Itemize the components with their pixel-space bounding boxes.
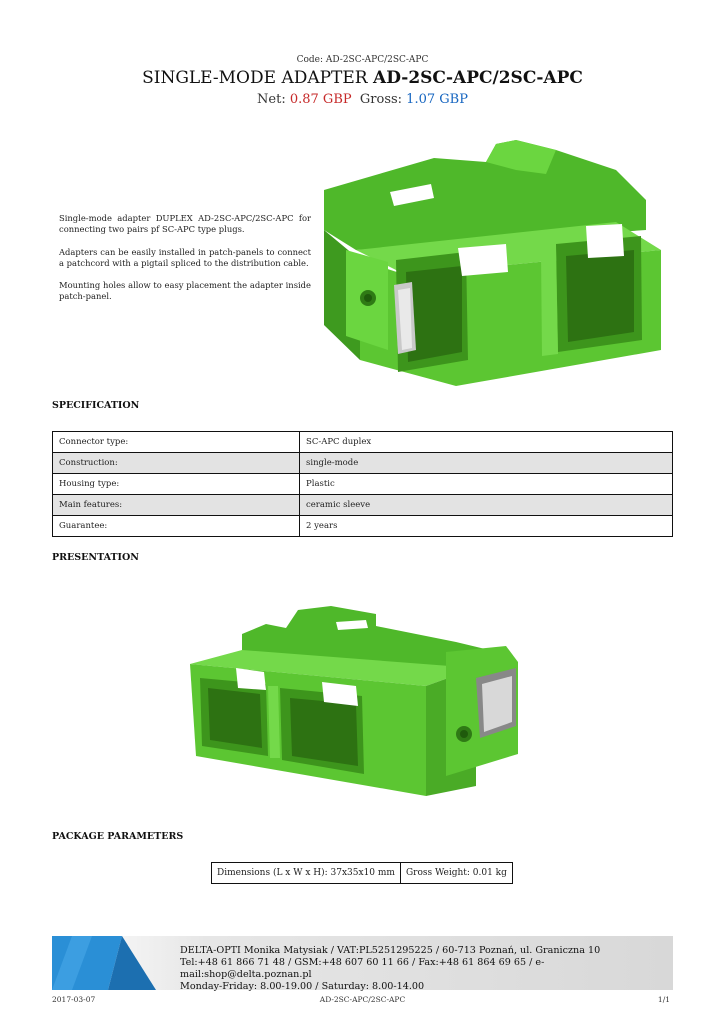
footer-line-2: Tel:+48 61 866 71 48 / GSM:+48 607 60 11 66 / Fax:+48 61 864 69 65 / e-mail:shop@delta.poznan.pl [180, 957, 545, 980]
product-title [0, 68, 725, 88]
description-paragraph-3: Mounting holes allow to easy placement the adapter inside patch-panel. [59, 280, 311, 302]
page-number: 1/1 [657, 995, 670, 1004]
spec-key: Housing type: [53, 474, 300, 495]
spec-key: Connector type: [53, 432, 300, 453]
spec-value: SC-APC duplex [300, 432, 673, 453]
specification-heading: SPECIFICATION [52, 400, 140, 411]
spec-value: single-mode [300, 453, 673, 474]
table-row [53, 516, 673, 537]
table-row [53, 432, 673, 453]
company-logo [52, 936, 162, 990]
package-dimensions: Dimensions (L x W x H): 37x35x10 mm [212, 863, 401, 884]
package-heading: PACKAGE PARAMETERS [52, 831, 184, 842]
footer-line-1: DELTA-OPTI Monika Matysiak / VAT:PL5251295225 / 60-713 Poznań, ul. Graniczna 10 [180, 945, 601, 956]
title-prefix: SINGLE-MODE ADAPTER [142, 68, 374, 88]
spec-value: ceramic sleeve [300, 495, 673, 516]
table-row [212, 863, 513, 884]
spec-value: 2 years [300, 516, 673, 537]
specification-table [52, 431, 673, 537]
spec-key: Main features: [53, 495, 300, 516]
price-line [0, 92, 725, 107]
net-price: 0.87 GBP [289, 92, 352, 107]
spec-value: Plastic [300, 474, 673, 495]
gross-price: 1.07 GBP [406, 92, 468, 107]
footer-contact [180, 945, 673, 993]
footer-line-3: Monday-Friday: 8.00-19.00 / Saturday: 8.00-14.00 [180, 981, 425, 992]
presentation-heading: PRESENTATION [52, 552, 139, 563]
product-image [316, 140, 670, 388]
package-weight: Gross Weight: 0.01 kg [400, 863, 512, 884]
spec-key: Guarantee: [53, 516, 300, 537]
gross-label: Gross: [359, 92, 407, 107]
table-row [53, 453, 673, 474]
title-model: AD-2SC-APC/2SC-APC [373, 68, 583, 88]
bottom-code: AD-2SC-APC/2SC-APC [319, 995, 406, 1004]
package-table [211, 862, 513, 884]
footer-banner [52, 936, 673, 990]
spec-key: Construction: [53, 453, 300, 474]
description-paragraph-1: Single-mode adapter DUPLEX AD-2SC-APC/2SC-APC for connecting two pairs pf SC-APC type plugs. [59, 213, 311, 235]
print-date: 2017-03-07 [52, 995, 96, 1004]
presentation-image [186, 606, 524, 798]
product-code: Code: AD-2SC-APC/2SC-APC [296, 55, 429, 65]
net-label: Net: [257, 92, 290, 107]
table-row [53, 495, 673, 516]
description-paragraph-2: Adapters can be easily installed in patch-panels to connect a patchcord with a pigtail spliced to the distribution cable. [59, 247, 311, 269]
table-row [53, 474, 673, 495]
